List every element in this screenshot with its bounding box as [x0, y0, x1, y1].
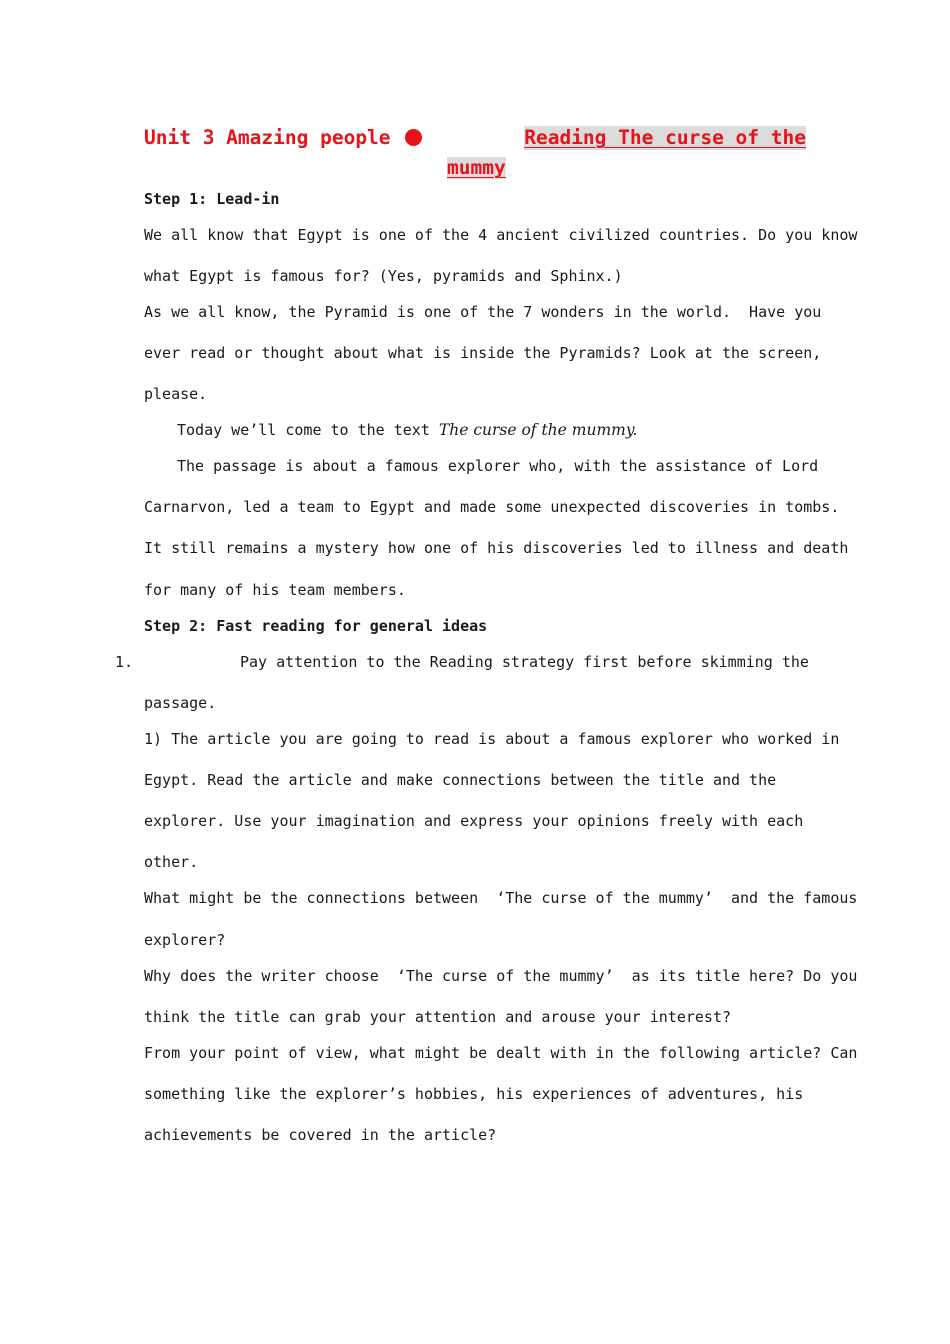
paragraph-line: 1) The article you are going to read is about a famous explorer who worked in: [144, 730, 840, 748]
paragraph-line: Egypt. Read the article and make connections between the title and the: [144, 771, 777, 789]
paragraph-line: something like the explorer’s hobbies, his experiences of adventures, his: [144, 1085, 804, 1103]
paragraph-line: other.: [144, 853, 199, 871]
page-title: [144, 126, 806, 150]
paragraph-line: explorer?: [144, 931, 226, 949]
title-unit: Unit 3 Amazing people: [144, 126, 391, 149]
paragraph-line: As we all know, the Pyramid is one of the 7 wonders in the world. Have you: [144, 303, 822, 321]
paragraph-line: The passage is about a famous explorer who, with the assistance of Lord: [177, 457, 819, 475]
paragraph-line: explorer. Use your imagination and express your opinions freely with each: [144, 812, 804, 830]
bullet-dot-icon: [405, 129, 422, 146]
paragraph-line: for many of his team members.: [144, 581, 406, 599]
title-reading-continued: mummy: [447, 156, 506, 179]
paragraph-line: [177, 420, 637, 440]
text-title-italic: The curse of the mummy.: [438, 421, 638, 439]
paragraph-line: We all know that Egypt is one of the 4 ancient civilized countries. Do you know: [144, 226, 858, 244]
step1-heading: Step 1: Lead-in: [144, 190, 280, 208]
paragraph-line: From your point of view, what might be dealt with in the following article? Can: [144, 1044, 858, 1062]
list-item: Pay attention to the Reading strategy first before skimming the: [240, 653, 809, 671]
paragraph-line: What might be the connections between ‘The curse of the mummy’ and the famous: [144, 889, 858, 907]
paragraph-line: please.: [144, 385, 208, 403]
paragraph-line: It still remains a mystery how one of his discoveries led to illness and death: [144, 539, 849, 557]
paragraph-line: think the title can grab your attention and arouse your interest?: [144, 1008, 731, 1026]
title-reading: Reading The curse of the: [524, 126, 806, 149]
step2-heading: Step 2: Fast reading for general ideas: [144, 617, 488, 635]
paragraph-line: achievements be covered in the article?: [144, 1126, 497, 1144]
paragraph-line: passage.: [144, 694, 217, 712]
paragraph-line: Carnarvon, led a team to Egypt and made some unexpected discoveries in tombs.: [144, 498, 840, 516]
list-number: 1.: [115, 653, 134, 671]
text-intro: Today we’ll come to the text: [177, 421, 439, 439]
paragraph-line: what Egypt is famous for? (Yes, pyramids and Sphinx.): [144, 267, 623, 285]
paragraph-line: ever read or thought about what is inside the Pyramids? Look at the screen,: [144, 344, 822, 362]
paragraph-line: Why does the writer choose ‘The curse of the mummy’ as its title here? Do you: [144, 967, 858, 985]
